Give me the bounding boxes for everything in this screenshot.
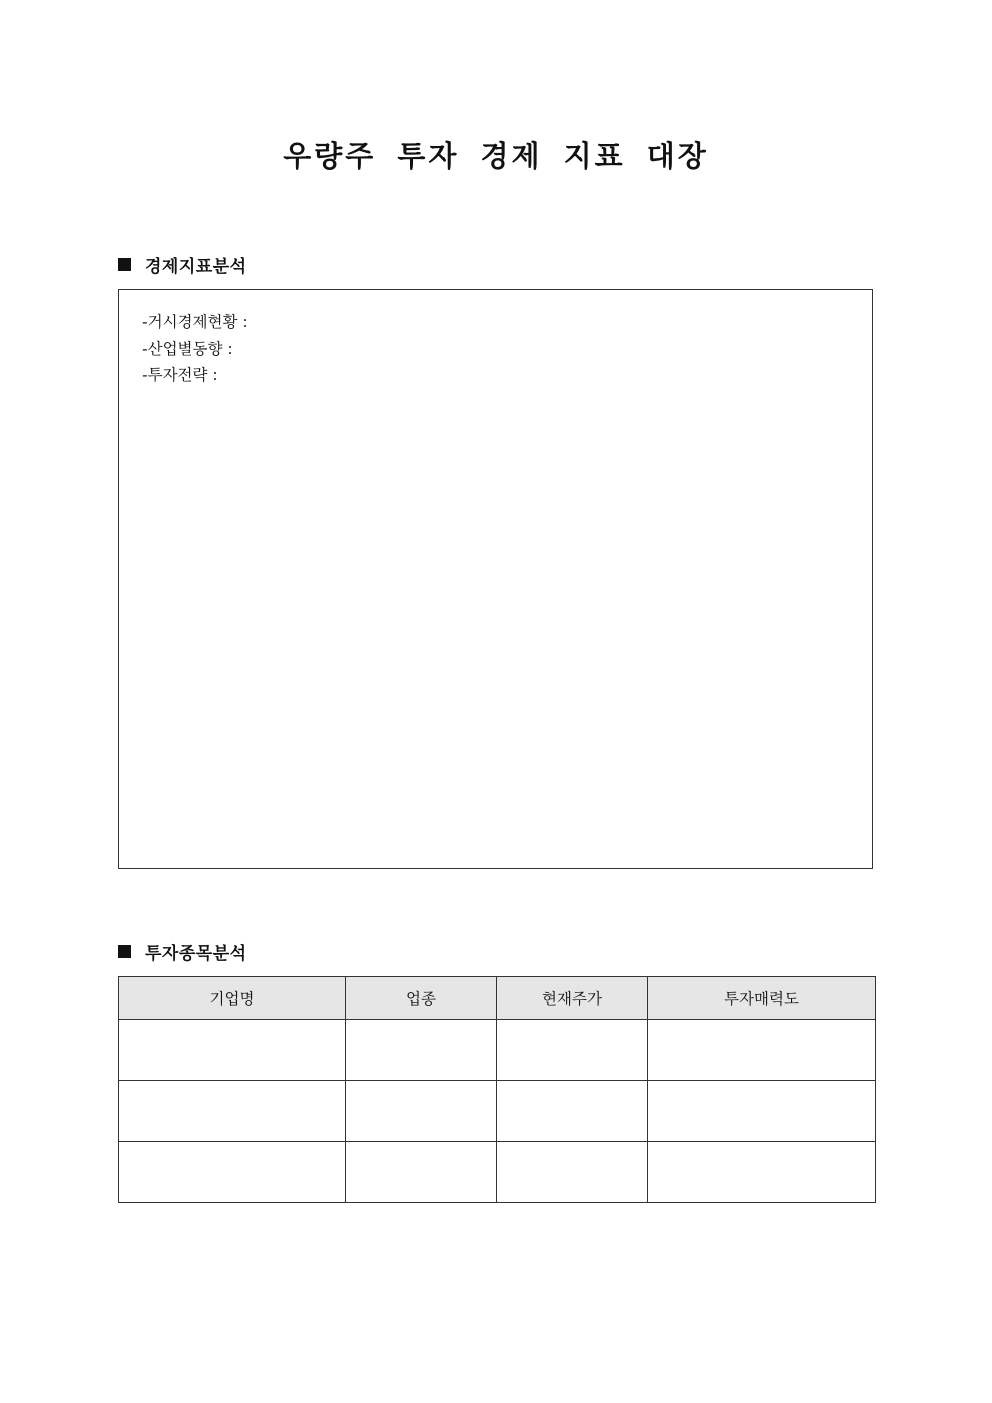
table-cell-attractiveness[interactable] [648,1081,876,1142]
column-header-attractiveness: 투자매력도 [648,977,876,1020]
investment-strategy-line: -투자전략 : [142,366,218,384]
table-cell-industry[interactable] [346,1020,497,1081]
column-header-industry: 업종 [346,977,497,1020]
economic-analysis-heading [118,251,247,277]
document-title: 우량주 투자 경제 지표 대장 [283,139,709,173]
economic-analysis-heading-text: 경제지표분석 [145,256,247,277]
table-cell-company[interactable] [119,1020,346,1081]
square-bullet-icon [118,258,131,271]
table-cell-industry[interactable] [346,1081,497,1142]
macro-economy-line: -거시경제현황 : [142,313,248,331]
table-cell-price[interactable] [497,1020,648,1081]
stock-analysis-table [118,976,876,1203]
table-cell-industry[interactable] [346,1142,497,1203]
table-cell-company[interactable] [119,1081,346,1142]
table-cell-price[interactable] [497,1142,648,1203]
table-row [119,1020,876,1081]
stock-analysis-heading [118,938,247,964]
table-cell-attractiveness[interactable] [648,1142,876,1203]
column-header-price: 현재주가 [497,977,648,1020]
table-row [119,1142,876,1203]
square-bullet-icon [118,945,131,958]
table-cell-price[interactable] [497,1081,648,1142]
industry-trend-line: -산업별동향 : [142,339,233,358]
economic-analysis-box[interactable] [118,289,873,869]
stock-analysis-heading-text: 투자종목분석 [145,943,247,964]
table-cell-attractiveness[interactable] [648,1020,876,1081]
table-cell-company[interactable] [119,1142,346,1203]
table-header-row [119,977,876,1020]
column-header-company: 기업명 [119,977,346,1020]
table-row [119,1081,876,1142]
